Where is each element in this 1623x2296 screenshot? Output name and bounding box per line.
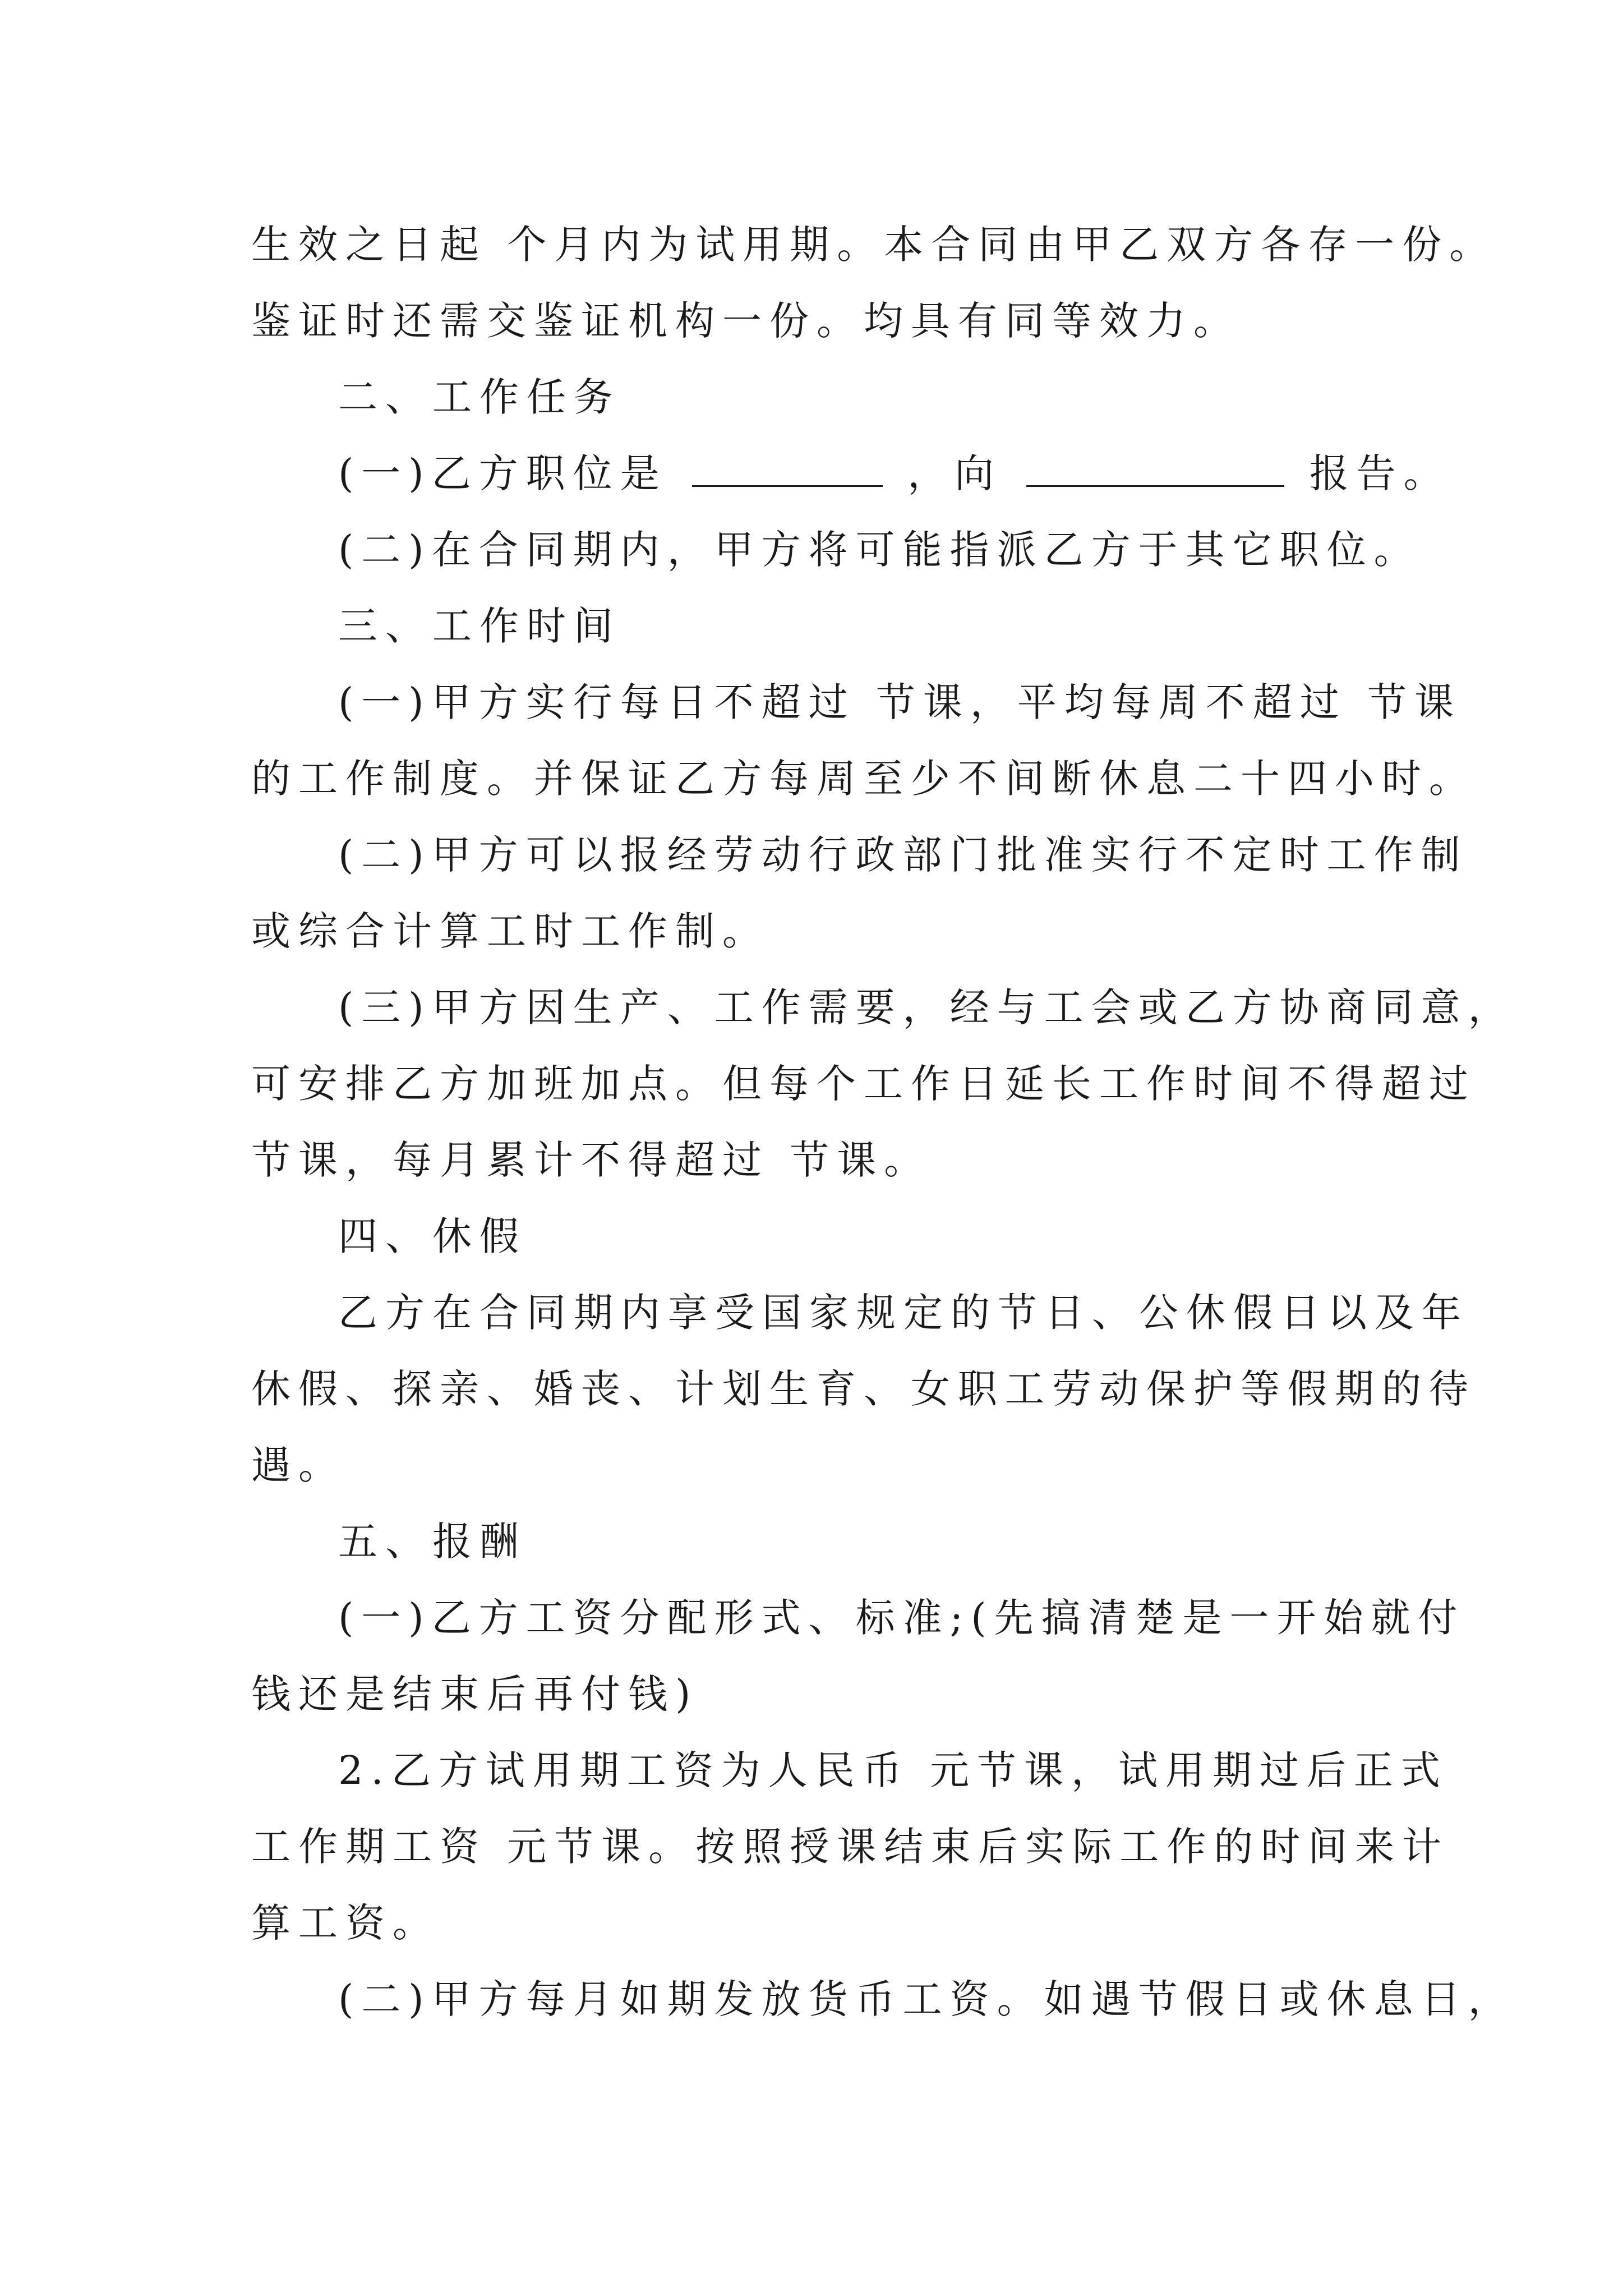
paragraph-line: 或综合计算工时工作制。 — [251, 908, 769, 954]
contract-body — [251, 206, 1515, 2037]
report-to-label: ，向 — [907, 450, 1002, 496]
paragraph-line: 乙方在合同期内享受国家规定的节日、公休假日以及年 — [338, 1290, 1469, 1336]
paragraph-line: 钱还是结束后再付钱) — [251, 1671, 699, 1717]
report-to-blank — [1026, 452, 1284, 487]
paragraph-line: 的工作制度。并保证乙方每周至少不间断休息二十四小时。 — [251, 756, 1476, 802]
paragraph-line: (一)乙方工资分配形式、标准;(先搞清楚是一开始就付 — [338, 1595, 1465, 1641]
section-heading-work-tasks: 二、工作任务 — [338, 374, 621, 420]
report-suffix: 报告。 — [1309, 450, 1451, 496]
section-heading-vacation: 四、休假 — [338, 1213, 527, 1259]
section-heading-work-time: 三、工作时间 — [338, 603, 621, 649]
paragraph-line: 遇。 — [251, 1442, 345, 1488]
paragraph-line: 可安排乙方加班加点。但每个工作日延长工作时间不得超过 — [251, 1061, 1476, 1107]
position-blank — [692, 452, 883, 487]
paragraph-line: (二)在合同期内，甲方将可能指派乙方于其它职位。 — [338, 527, 1421, 573]
position-label: (一)乙方职位是 — [338, 450, 667, 496]
paragraph-line: 鉴证时还需交鉴证机构一份。均具有同等效力。 — [251, 298, 1241, 344]
paragraph-line: 算工资。 — [251, 1900, 440, 1946]
paragraph-line: 休假、探亲、婚丧、计划生育、女职工劳动保护等假期的待 — [251, 1366, 1476, 1412]
paragraph-line: (二)甲方可以报经劳动行政部门批准实行不定时工作制 — [338, 832, 1468, 878]
section-heading-remuneration: 五、报酬 — [338, 1519, 527, 1565]
paragraph-line: (二)甲方每月如期发放货币工资。如遇节假日或休息日， — [338, 1976, 1515, 2022]
paragraph-line: (一)甲方实行每日不超过 节课，平均每周不超过 节课 — [338, 679, 1462, 725]
position-line — [251, 435, 1451, 512]
paragraph-line: 节课，每月累计不得超过 节课。 — [251, 1137, 932, 1183]
paragraph-line: 生效之日起 个月内为试用期。本合同由甲乙双方各存一份。 — [251, 222, 1497, 268]
paragraph-line: 工作期工资 元节课。按照授课结束后实际工作的时间来计 — [251, 1824, 1450, 1870]
paragraph-line: 2.乙方试用期工资为人民币 元节课，试用期过后正式 — [338, 1747, 1449, 1793]
paragraph-line: (三)甲方因生产、工作需要，经与工会或乙方协商同意， — [338, 984, 1515, 1030]
